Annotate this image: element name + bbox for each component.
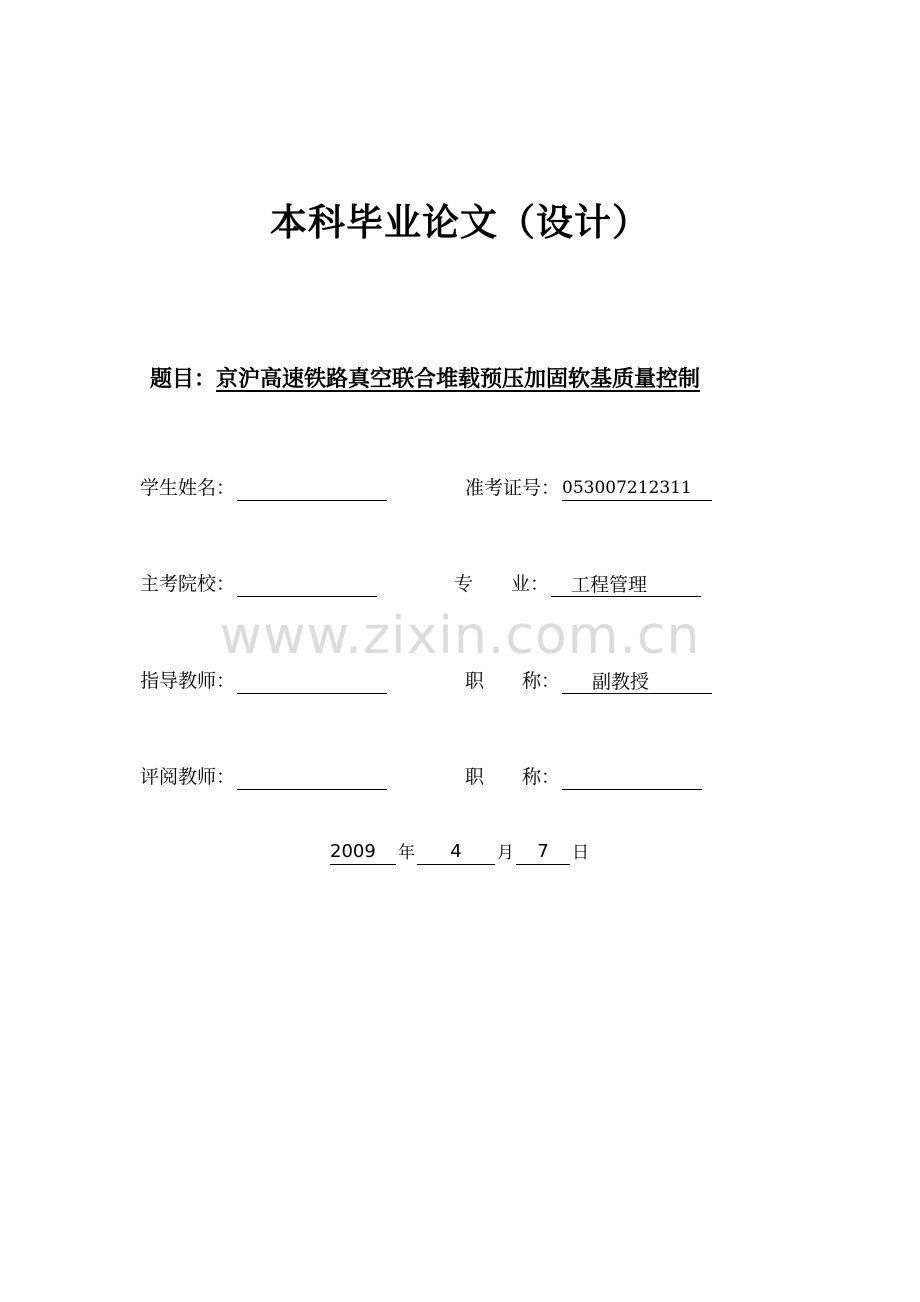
exam-id-value: 053007212311 xyxy=(562,476,712,501)
date-month: 4 xyxy=(417,840,495,865)
topic-label: 题目： xyxy=(150,367,217,392)
reviewer-title-field xyxy=(465,762,702,789)
date-line xyxy=(330,840,591,865)
major-value: 工程管理 xyxy=(551,573,701,597)
advisor-title-value: 副教授 xyxy=(562,670,712,694)
advisor-label: 指导教师： xyxy=(140,670,236,692)
school-value xyxy=(237,572,377,597)
date-year-unit: 年 xyxy=(398,843,415,863)
watermark: www.zixin.com.cn xyxy=(219,606,701,666)
reviewer-field xyxy=(140,762,387,789)
advisor-value xyxy=(237,669,387,694)
major-field xyxy=(454,569,701,596)
date-day: 7 xyxy=(516,840,570,865)
form-row-advisor xyxy=(0,666,920,696)
form-row-school xyxy=(0,569,920,599)
reviewer-title-value xyxy=(562,765,702,790)
advisor-title-label: 职 称： xyxy=(465,670,561,692)
exam-id-label: 准考证号： xyxy=(465,477,561,499)
school-label: 主考院校： xyxy=(140,573,236,595)
date-month-unit: 月 xyxy=(497,843,514,863)
exam-id-field xyxy=(465,473,712,500)
reviewer-value xyxy=(237,765,387,790)
reviewer-label: 评阅教师： xyxy=(140,766,236,788)
form-row-reviewer xyxy=(0,762,920,792)
document-title: 本科毕业论文（设计） xyxy=(270,201,650,244)
major-label: 专 业： xyxy=(454,573,550,595)
advisor-title-field xyxy=(465,666,712,693)
date-year: 2009 xyxy=(330,840,396,865)
date-day-unit: 日 xyxy=(572,843,589,863)
student-name-field xyxy=(140,473,387,500)
form-row-student xyxy=(0,473,920,503)
advisor-field xyxy=(140,666,387,693)
reviewer-title-label: 职 称： xyxy=(465,766,561,788)
school-field xyxy=(140,569,377,596)
topic-value: 京沪高速铁路真空联合堆载预压加固软基质量控制 xyxy=(216,367,701,392)
thesis-topic xyxy=(150,362,700,393)
student-name-label: 学生姓名： xyxy=(140,477,236,499)
student-name-value xyxy=(237,476,387,501)
